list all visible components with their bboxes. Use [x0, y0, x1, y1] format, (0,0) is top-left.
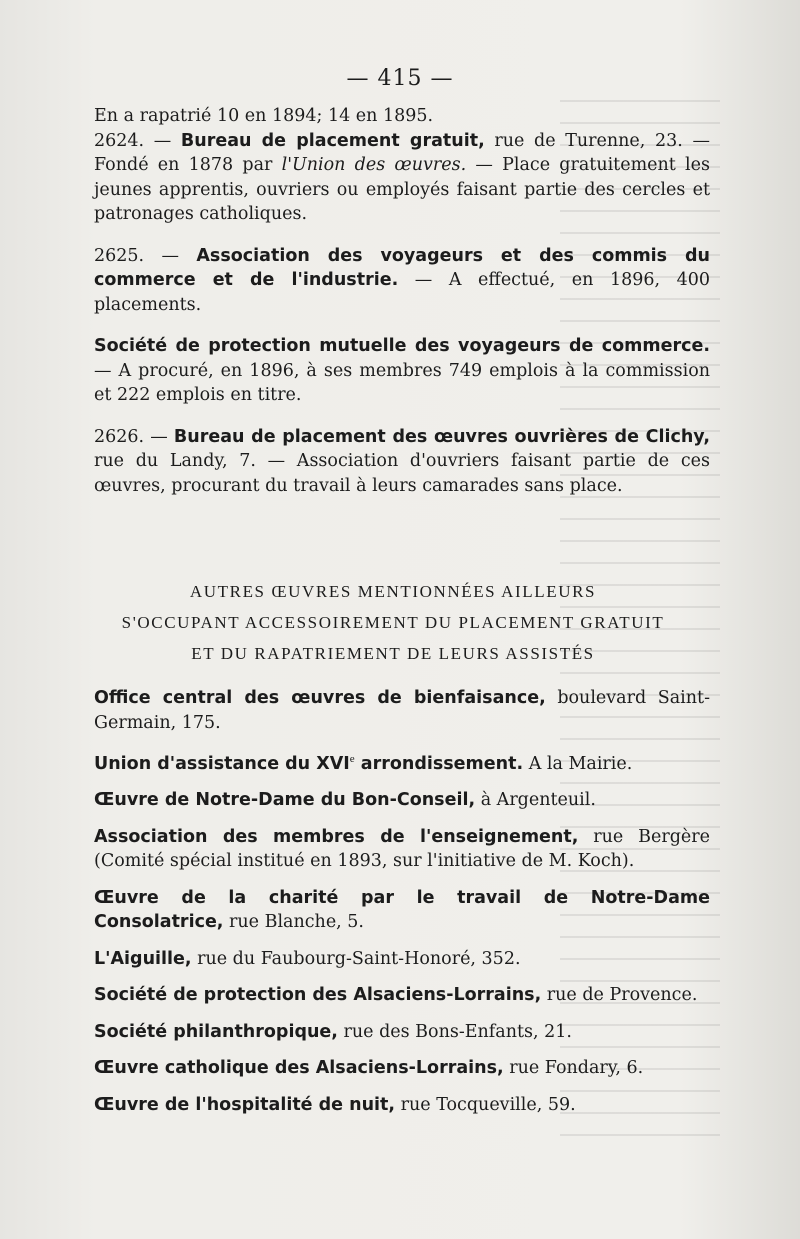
entry-title: Union d'assistance du XVI	[94, 753, 350, 774]
paragraph-repatriation: En a rapatrié 10 en 1894; 14 en 1895.	[94, 106, 434, 126]
entry-text: — A procuré, en 1896, à ses membres 749 emplois à la commission et 222 emplois en titre.	[94, 360, 710, 405]
list-item	[76, 788, 710, 813]
entry-title-cont: arrondissement.	[354, 753, 524, 774]
entry-title: Association des voyageurs et des commis du commerce et de l'industrie.	[94, 245, 711, 290]
entry-title: Bureau de placement gratuit,	[180, 130, 485, 151]
section-heading-line-2: S'OCCUPANT ACCESSOIREMENT DU PLACEMENT GRATUIT	[121, 613, 665, 632]
page-number: — 415 —	[346, 66, 454, 91]
entry-text: rue de Provence.	[541, 985, 698, 1006]
entry-title: L'Aiguille,	[94, 948, 192, 969]
entry-text: — Place gratuitement les jeunes apprentis, ouvriers ou employés faisant partie des cercles et patronages catholiques.	[94, 155, 710, 224]
entry-text: rue Bergère (Comité spécial institué en 1893, sur l'initiative de M. Koch).	[94, 826, 710, 872]
list-item	[76, 947, 710, 972]
list-item	[76, 686, 710, 735]
list-item	[76, 1056, 710, 1081]
entry-title: Société de protection mutuelle des voyageurs de commerce.	[94, 336, 710, 356]
entry-superscript: e	[349, 753, 355, 765]
list-item	[76, 1020, 710, 1045]
entry-text: rue Tocqueville, 59.	[395, 1094, 576, 1115]
entry-italic: l'Union des œuvres.	[281, 155, 467, 175]
list-item	[76, 886, 710, 935]
entry-title: Association des membres de l'enseignement,	[94, 826, 579, 847]
entry-title: Œuvre catholique des Alsaciens-Lorrains,	[94, 1058, 504, 1079]
entry-address: rue de Turenne, 23. — Fondé en 1878 par	[94, 130, 710, 175]
entry-number: 2626. —	[94, 426, 174, 447]
list-item	[76, 825, 710, 874]
entry-title: Office central des œuvres de bienfaisance,	[94, 688, 546, 708]
section-heading-line-1: AUTRES ŒUVRES MENTIONNÉES AILLEURS	[189, 582, 597, 601]
entry-title: Société philanthropique,	[94, 1021, 338, 1042]
entry-2624	[76, 129, 710, 227]
entry-title: Œuvre de Notre-Dame du Bon-Conseil,	[94, 790, 476, 811]
list-item	[76, 747, 710, 776]
entry-title: Œuvre de la charité par le travail de Notre-Dame Consolatrice,	[94, 887, 710, 933]
list-item	[76, 983, 710, 1008]
entry-text: à Argenteuil.	[475, 790, 596, 811]
entry-2625	[76, 244, 710, 318]
entry-societe-voyageurs	[76, 334, 710, 408]
entry-title: Bureau de placement des œuvres ouvrières de Clichy,	[173, 426, 710, 447]
entry-text: rue Blanche, 5.	[223, 912, 364, 933]
entry-text: boulevard Saint-Germain, 175.	[94, 688, 710, 733]
entry-text: rue des Bons-Enfants, 21.	[337, 1021, 572, 1042]
list-item	[76, 1093, 710, 1118]
entry-text: rue du Landy, 7. — Association d'ouvriers faisant partie de ces œuvres, procurant du travail à leurs camarades sans place.	[94, 451, 710, 496]
entry-text: A la Mairie.	[523, 753, 633, 774]
entry-title: Œuvre de l'hospitalité de nuit,	[94, 1094, 396, 1115]
section-heading-line-3: ET DU RAPATRIEMENT DE LEURS ASSISTÉS	[191, 644, 595, 663]
entry-number: 2625. —	[94, 245, 197, 266]
entry-text: — A effectué, en 1896, 400 placements.	[94, 270, 711, 315]
entry-title: Société de protection des Alsaciens-Lorrains,	[94, 985, 542, 1006]
entry-number: 2624. —	[94, 130, 181, 151]
entry-text: rue Fondary, 6.	[503, 1058, 644, 1079]
entry-2626	[76, 425, 710, 499]
entry-text: rue du Faubourg-Saint-Honoré, 352.	[191, 948, 521, 969]
page-body	[76, 104, 710, 1117]
